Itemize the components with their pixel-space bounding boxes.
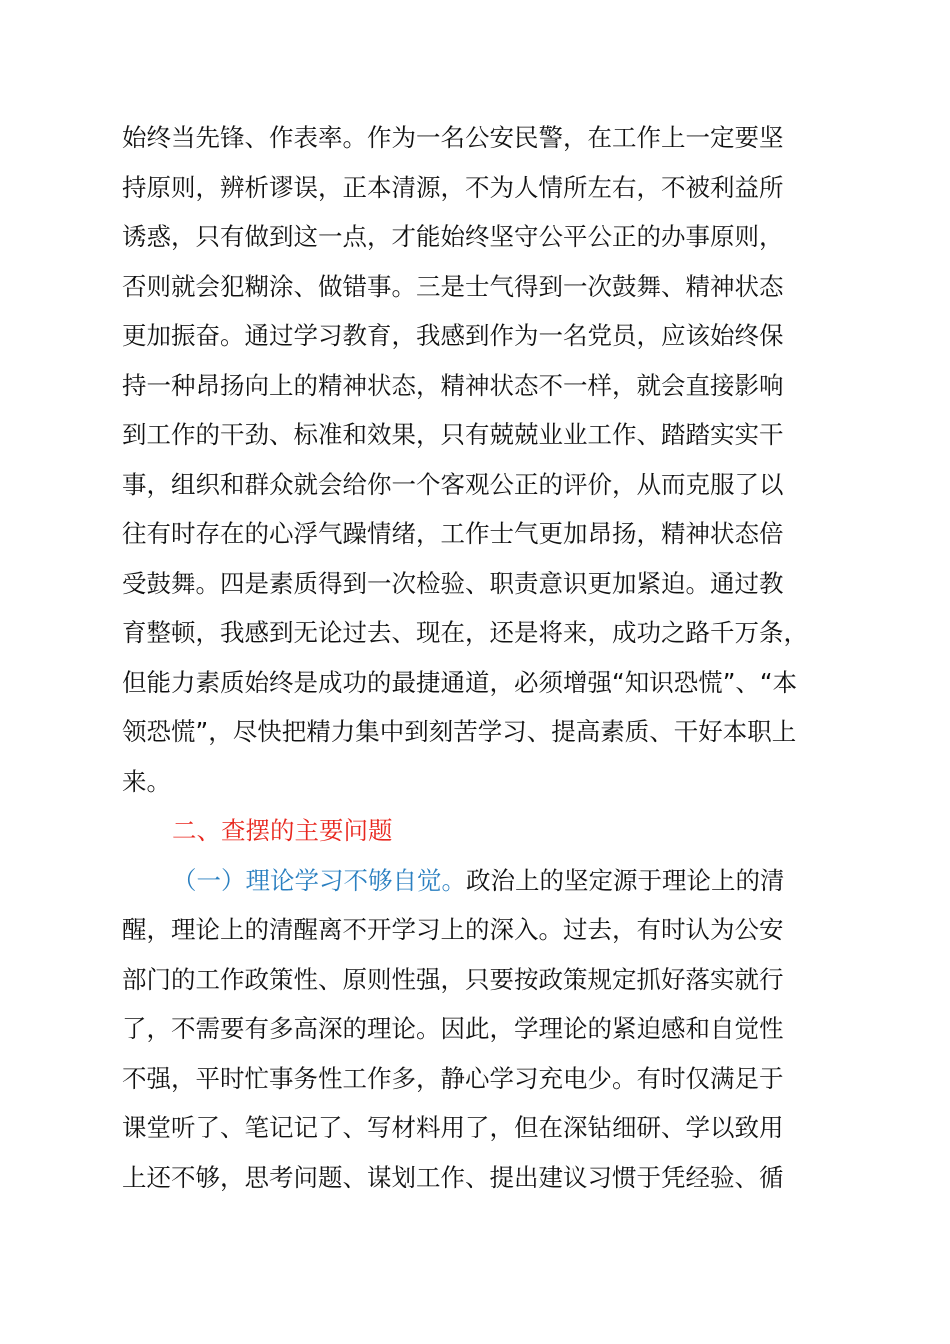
paragraph-line: 不强，平时忙事务性工作多，静心学习充电少。有时仅满足于 — [122, 1064, 784, 1093]
paragraph-line: 往有时存在的心浮气躁情绪，工作士气更加昂扬，精神状态倍 — [122, 519, 784, 548]
paragraph-line: 持一种昂扬向上的精神状态，精神状态不一样，就会直接影响 — [122, 371, 784, 400]
paragraph-line: 持原则，辨析谬误，正本清源，不为人情所左右，不被利益所 — [122, 173, 784, 202]
paragraph-line: 课堂听了、笔记记了、写材料用了，但在深钻细研、学以致用 — [122, 1113, 784, 1142]
paragraph-line: 但能力素质始终是成功的最捷通道，必须增强“知识恐慌”、“本 — [122, 668, 798, 697]
paragraph-line: 来。 — [122, 767, 171, 796]
paragraph-line: 了，不需要有多高深的理论。因此，学理论的紧迫感和自觉性 — [122, 1014, 784, 1043]
paragraph-line: 诱惑，只有做到这一点，才能始终坚守公平公正的办事原则， — [122, 222, 784, 251]
paragraph-line-rest: 政治上的坚定源于理论上的清 — [466, 866, 785, 895]
paragraph-line: 事，组织和群众就会给你一个客观公正的评价，从而克服了以 — [122, 470, 784, 499]
paragraph-line: 始终当先锋、作表率。作为一名公安民警，在工作上一定要坚 — [122, 123, 784, 152]
paragraph-line: 醒，理论上的清醒离不开学习上的深入。过去，有时认为公安 — [122, 915, 784, 944]
paragraph-line: 更加振奋。通过学习教育，我感到作为一名党员，应该始终保 — [122, 321, 784, 350]
paragraph-line: 领恐慌”，尽快把精力集中到刻苦学习、提高素质、干好本职上 — [122, 717, 797, 746]
paragraph-line: 育整顿，我感到无论过去、现在，还是将来，成功之路千万条， — [122, 618, 808, 647]
paragraph-line: 部门的工作政策性、原则性强，只要按政策规定抓好落实就行 — [122, 965, 784, 994]
paragraph-line: 受鼓舞。四是素质得到一次检验、职责意识更加紧迫。通过教 — [122, 569, 784, 598]
section-heading: 二、查摆的主要问题 — [172, 816, 393, 845]
paragraph-line: 上还不够，思考问题、谋划工作、提出建议习惯于凭经验、循 — [122, 1163, 784, 1192]
subsection-line — [172, 863, 852, 899]
paragraph-line: 否则就会犯糊涂、做错事。三是士气得到一次鼓舞、精神状态 — [122, 272, 784, 301]
paragraph-line: 到工作的干劲、标准和效果，只有兢兢业业工作、踏踏实实干 — [122, 420, 784, 449]
subsection-heading: （一）理论学习不够自觉。 — [172, 866, 466, 895]
